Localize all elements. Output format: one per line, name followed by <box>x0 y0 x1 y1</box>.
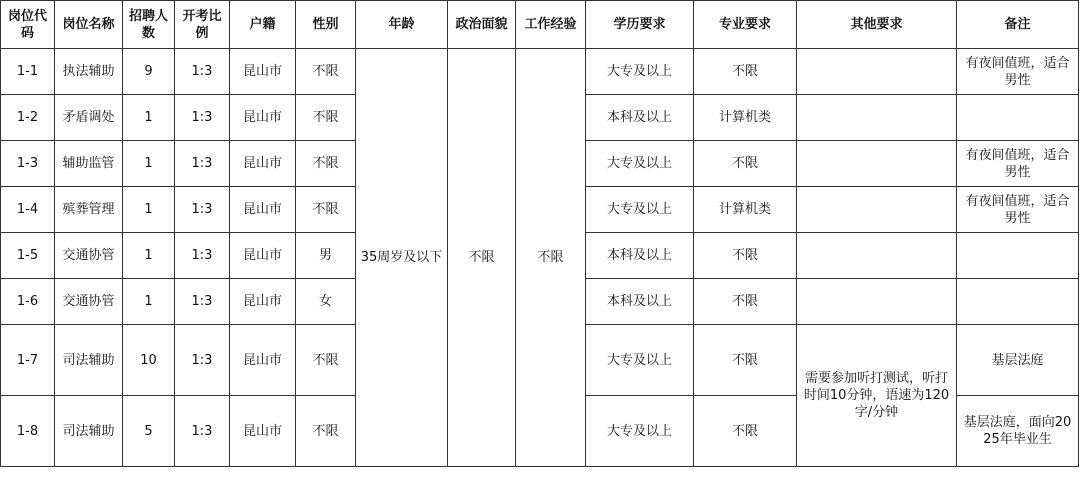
cell-note: 基层法庭 <box>957 325 1079 396</box>
cell-major: 不限 <box>694 396 797 467</box>
cell-name: 司法辅助 <box>55 325 123 396</box>
cell-other <box>797 233 957 279</box>
cell-gender: 男 <box>296 233 356 279</box>
cell-major: 不限 <box>694 325 797 396</box>
cell-note: 基层法庭，面向2025年毕业生 <box>957 396 1079 467</box>
cell-note: 有夜间值班，适合男性 <box>957 49 1079 95</box>
cell-major: 不限 <box>694 279 797 325</box>
cell-ratio: 1:3 <box>175 141 230 187</box>
header-major: 专业要求 <box>694 1 797 49</box>
table-row <box>1 49 1079 95</box>
header-note: 备注 <box>957 1 1079 49</box>
cell-count: 1 <box>123 187 175 233</box>
cell-gender: 不限 <box>296 325 356 396</box>
header-code: 岗位代码 <box>1 1 55 49</box>
cell-major: 计算机类 <box>694 187 797 233</box>
cell-count: 9 <box>123 49 175 95</box>
cell-gender: 不限 <box>296 141 356 187</box>
cell-huji: 昆山市 <box>230 233 296 279</box>
cell-other <box>797 95 957 141</box>
header-name: 岗位名称 <box>55 1 123 49</box>
cell-education: 大专及以上 <box>586 187 694 233</box>
cell-huji: 昆山市 <box>230 325 296 396</box>
cell-count: 10 <box>123 325 175 396</box>
cell-ratio: 1:3 <box>175 187 230 233</box>
cell-count: 5 <box>123 396 175 467</box>
cell-ratio: 1:3 <box>175 95 230 141</box>
header-huji: 户籍 <box>230 1 296 49</box>
cell-code: 1-8 <box>1 396 55 467</box>
cell-major: 不限 <box>694 233 797 279</box>
cell-huji: 昆山市 <box>230 95 296 141</box>
cell-name: 司法辅助 <box>55 396 123 467</box>
cell-education: 本科及以上 <box>586 95 694 141</box>
header-age: 年龄 <box>356 1 448 49</box>
cell-note: 有夜间值班，适合男性 <box>957 187 1079 233</box>
cell-experience-merged: 不限 <box>516 49 586 467</box>
cell-huji: 昆山市 <box>230 49 296 95</box>
cell-code: 1-2 <box>1 95 55 141</box>
header-experience: 工作经验 <box>516 1 586 49</box>
cell-gender: 不限 <box>296 396 356 467</box>
cell-huji: 昆山市 <box>230 141 296 187</box>
cell-education: 本科及以上 <box>586 279 694 325</box>
cell-gender: 不限 <box>296 187 356 233</box>
header-education: 学历要求 <box>586 1 694 49</box>
cell-other <box>797 141 957 187</box>
cell-code: 1-1 <box>1 49 55 95</box>
cell-count: 1 <box>123 95 175 141</box>
cell-gender: 女 <box>296 279 356 325</box>
cell-other <box>797 49 957 95</box>
header-count: 招聘人数 <box>123 1 175 49</box>
cell-code: 1-4 <box>1 187 55 233</box>
cell-code: 1-3 <box>1 141 55 187</box>
cell-education: 大专及以上 <box>586 141 694 187</box>
cell-ratio: 1:3 <box>175 396 230 467</box>
cell-other <box>797 187 957 233</box>
cell-note <box>957 279 1079 325</box>
cell-name: 矛盾调处 <box>55 95 123 141</box>
header-politics: 政治面貌 <box>448 1 516 49</box>
cell-ratio: 1:3 <box>175 279 230 325</box>
cell-name: 交通协管 <box>55 233 123 279</box>
cell-count: 1 <box>123 141 175 187</box>
cell-education: 大专及以上 <box>586 49 694 95</box>
cell-count: 1 <box>123 233 175 279</box>
cell-name: 殡葬管理 <box>55 187 123 233</box>
cell-other-merged: 需要参加听打测试，听打时间10分钟，语速为120字/分钟 <box>797 325 957 467</box>
cell-age-merged: 35周岁及以下 <box>356 49 448 467</box>
header-gender: 性别 <box>296 1 356 49</box>
cell-education: 本科及以上 <box>586 233 694 279</box>
header-row <box>1 1 1079 49</box>
cell-note <box>957 233 1079 279</box>
cell-huji: 昆山市 <box>230 187 296 233</box>
cell-other <box>797 279 957 325</box>
cell-ratio: 1:3 <box>175 233 230 279</box>
cell-name: 执法辅助 <box>55 49 123 95</box>
cell-major: 不限 <box>694 141 797 187</box>
cell-code: 1-7 <box>1 325 55 396</box>
cell-major: 不限 <box>694 49 797 95</box>
cell-education: 大专及以上 <box>586 325 694 396</box>
cell-ratio: 1:3 <box>175 49 230 95</box>
cell-education: 大专及以上 <box>586 396 694 467</box>
cell-code: 1-6 <box>1 279 55 325</box>
cell-ratio: 1:3 <box>175 325 230 396</box>
cell-huji: 昆山市 <box>230 396 296 467</box>
cell-note: 有夜间值班，适合男性 <box>957 141 1079 187</box>
header-ratio: 开考比例 <box>175 1 230 49</box>
cell-note <box>957 95 1079 141</box>
cell-huji: 昆山市 <box>230 279 296 325</box>
cell-name: 辅助监管 <box>55 141 123 187</box>
cell-count: 1 <box>123 279 175 325</box>
cell-gender: 不限 <box>296 49 356 95</box>
cell-major: 计算机类 <box>694 95 797 141</box>
cell-gender: 不限 <box>296 95 356 141</box>
cell-code: 1-5 <box>1 233 55 279</box>
cell-name: 交通协管 <box>55 279 123 325</box>
cell-politics-merged: 不限 <box>448 49 516 467</box>
header-other: 其他要求 <box>797 1 957 49</box>
